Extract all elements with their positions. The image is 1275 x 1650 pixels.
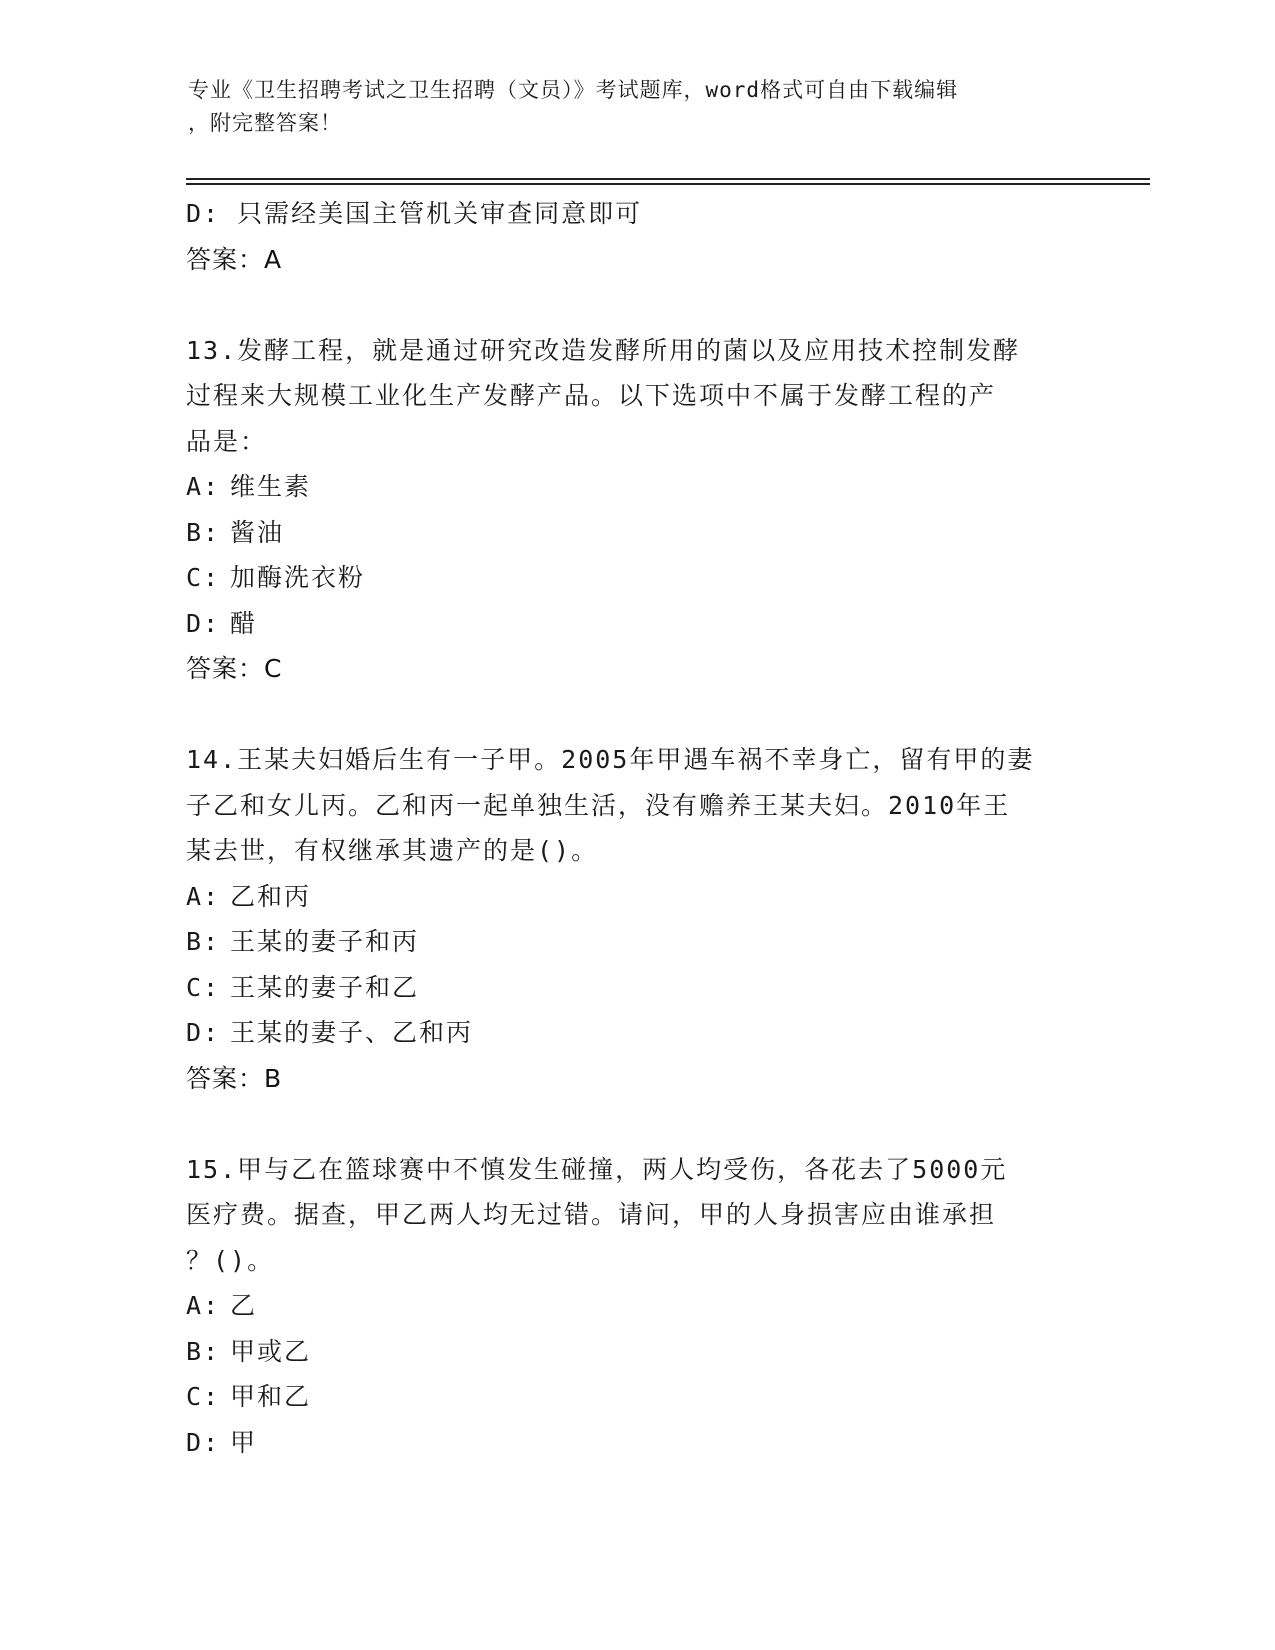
- option-key: C:: [186, 972, 221, 1002]
- option-key: D:: [186, 1018, 221, 1047]
- option-text: 维生素: [230, 472, 312, 501]
- option-key: A:: [186, 472, 221, 501]
- option-text: 甲和乙: [230, 1382, 312, 1411]
- header-rule-bottom: [186, 183, 1150, 185]
- option-text: 王某的妻子和乙: [230, 972, 420, 1002]
- question-13-line-2: 过程来大规模工业化生产发酵产品。以下选项中不属于发酵工程的产: [186, 381, 997, 410]
- option-text: 加酶洗衣粉: [230, 563, 366, 592]
- option-key: A:: [186, 1291, 221, 1320]
- question-14: [186, 737, 1086, 1101]
- option-key: D:: [186, 1427, 221, 1457]
- question-13: [186, 328, 1086, 692]
- option-key: B:: [186, 517, 221, 547]
- question-15-option-a: [186, 1283, 1086, 1329]
- option-key: D:: [186, 608, 221, 638]
- option-key: A:: [186, 881, 221, 911]
- spacer: [186, 692, 1086, 738]
- header-line-2: ，附完整答案！: [188, 111, 342, 135]
- question-15-option-b: [186, 1329, 1086, 1375]
- option-text: 乙: [230, 1291, 258, 1320]
- option-text: 醋: [230, 608, 258, 638]
- question-13-option-c: [186, 555, 1086, 601]
- prev-answer: 答案：A: [186, 244, 283, 274]
- header-rule-top: [186, 178, 1150, 180]
- option-key: B:: [186, 1336, 221, 1366]
- question-15-line-3: ？()。: [186, 1245, 275, 1275]
- prev-option-d: D: 只需经美国主管机关审查同意即可: [186, 199, 643, 228]
- option-text: 乙和丙: [230, 881, 312, 911]
- option-text: 甲: [230, 1427, 258, 1457]
- question-14-line-2: 子乙和女儿丙。乙和丙一起单独生活，没有赡养王某夫妇。2010年王: [186, 790, 1011, 820]
- question-14-option-d: [186, 1010, 1086, 1056]
- question-list: [186, 191, 1086, 1465]
- question-14-option-c: [186, 965, 1086, 1011]
- spacer: [186, 1101, 1086, 1147]
- question-13-answer: 答案：C: [186, 654, 283, 683]
- spacer: [186, 282, 1086, 328]
- question-13-line-3: 品是：: [186, 426, 268, 456]
- question-14-option-a: [186, 874, 1086, 920]
- option-key: B:: [186, 927, 221, 956]
- option-text: 王某的妻子和丙: [230, 927, 420, 956]
- question-14-line-3: 某去世，有权继承其遗产的是()。: [186, 836, 599, 865]
- option-key: C:: [186, 563, 221, 592]
- question-15-line-1: 15.甲与乙在篮球赛中不慎发生碰撞，两人均受伤，各花去了5000元: [186, 1154, 1008, 1184]
- question-15-option-c: [186, 1374, 1086, 1420]
- question-13-line-1: 13.发酵工程，就是通过研究改造发酵所用的菌以及应用技术控制发酵: [186, 335, 1021, 365]
- question-14-line-1: 14.王某夫妇婚后生有一子甲。2005年甲遇车祸不幸身亡，留有甲的妻: [186, 745, 1035, 774]
- option-text: 甲或乙: [230, 1336, 312, 1366]
- option-key: C:: [186, 1382, 221, 1411]
- question-15-line-2: 医疗费。据查，甲乙两人均无过错。请问，甲的人身损害应由谁承担: [186, 1200, 997, 1229]
- question-13-option-d: [186, 601, 1086, 647]
- option-text: 酱油: [230, 517, 285, 547]
- header-line-1: 专业《卫生招聘考试之卫生招聘（文员）》考试题库，word格式可自由下载编辑: [188, 78, 959, 102]
- question-15: [186, 1147, 1086, 1466]
- question-14-option-b: [186, 919, 1086, 965]
- document-header: [188, 74, 1068, 140]
- question-13-option-b: [186, 510, 1086, 556]
- question-13-option-a: [186, 464, 1086, 510]
- question-15-option-d: [186, 1420, 1086, 1466]
- question-14-answer: 答案：B: [186, 1063, 283, 1093]
- option-text: 王某的妻子、乙和丙: [230, 1018, 474, 1047]
